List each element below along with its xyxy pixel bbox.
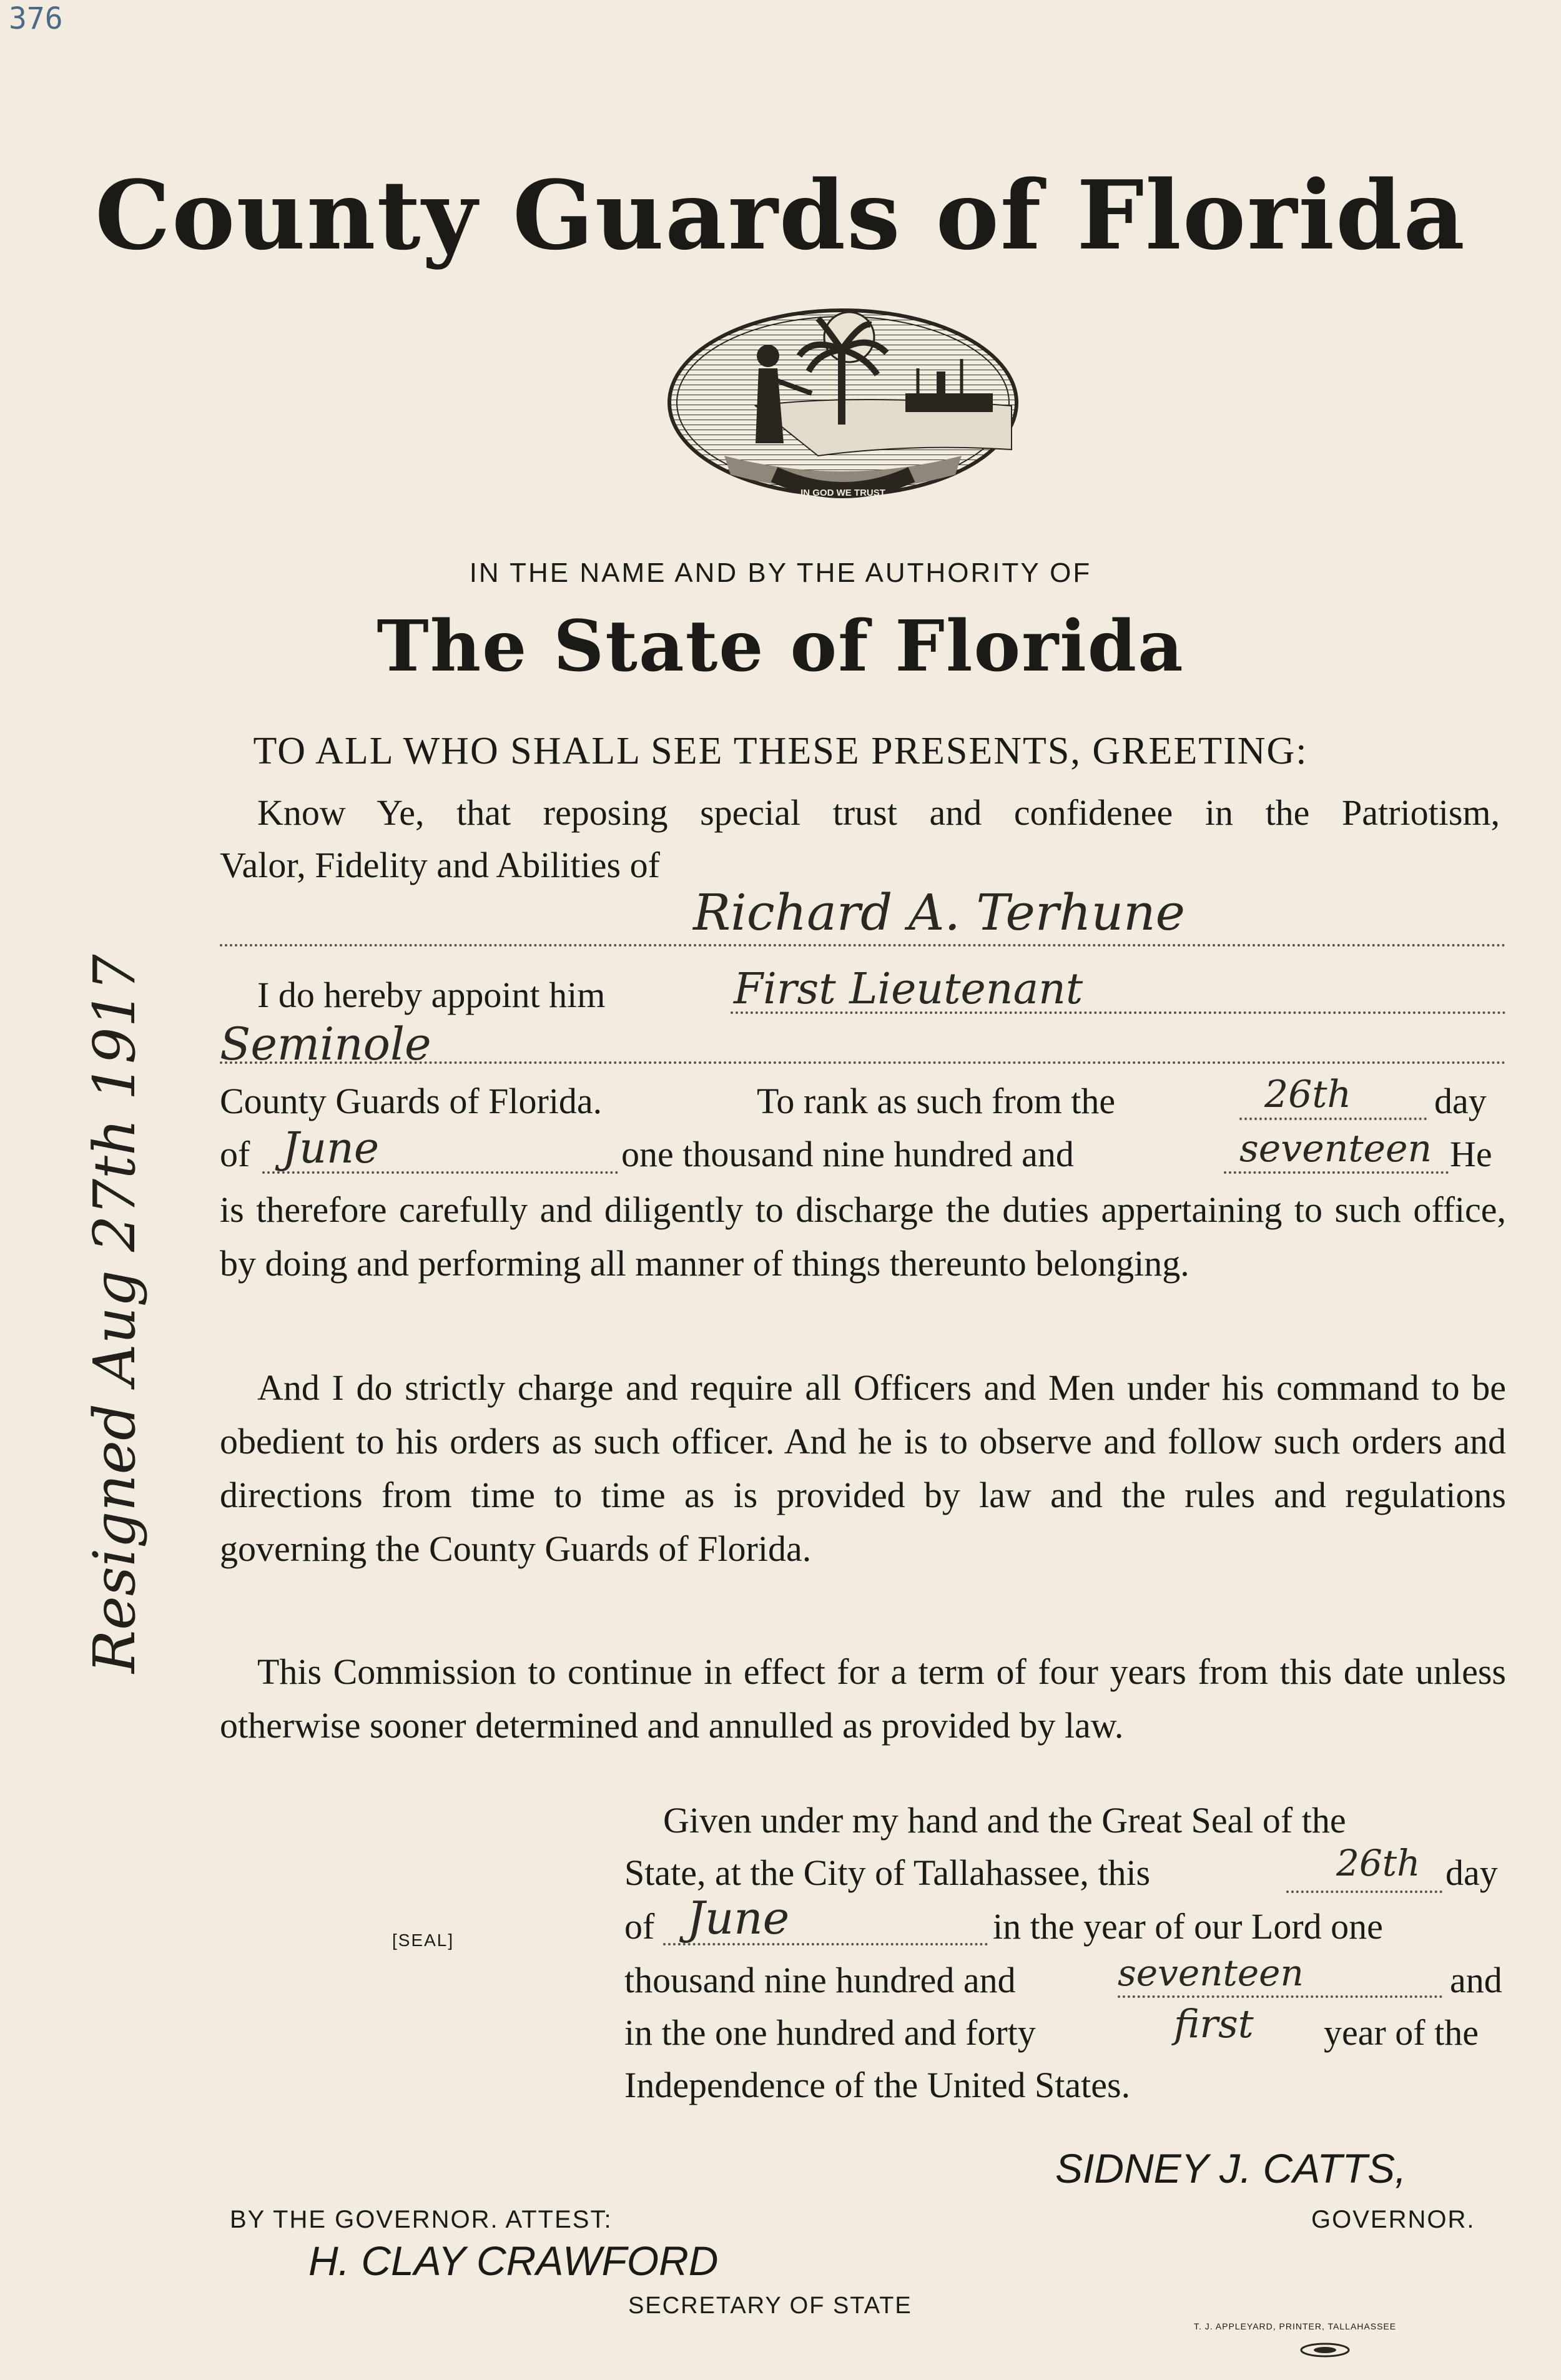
- given-line2b: day: [1445, 1852, 1498, 1893]
- given-line2a: State, at the City of Tallahassee, this: [624, 1852, 1151, 1893]
- para1-line5b: To rank as such from the: [757, 1081, 1116, 1121]
- secretary-name: H. CLAY CRAWFORD: [308, 2238, 719, 2284]
- para3: This Commission to continue in effect for a term of four years from this date unless otherwise sooner determined and annulled as provided by law.: [220, 1651, 1506, 1746]
- union-label-icon: [1300, 2343, 1350, 2358]
- given-line4b: and: [1450, 1960, 1502, 2000]
- rank-day: 26th: [1264, 1073, 1352, 1116]
- secretary-title: SECRETARY OF STATE: [628, 2293, 912, 2319]
- document-title: County Guards of Florida: [95, 159, 1466, 271]
- rank-month: June: [282, 1124, 380, 1173]
- seal-motto: IN GOD WE TRUST: [800, 488, 885, 498]
- given-line3a: of: [624, 1906, 655, 1947]
- para2: And I do strictly charge and require all Officers and Men under his command to be obedient to his orders as such officer. And he is to observe and follow such orders and directions from time to time as is provided by law and the rules and regulations governing the County Guards of Florida.: [220, 1367, 1506, 1569]
- para1-line2: Valor, Fidelity and Abilities of: [220, 845, 660, 885]
- para1-line6c: He: [1450, 1134, 1492, 1174]
- given-year: seventeen: [1118, 1952, 1304, 1994]
- governor-name: SIDNEY J. CATTS,: [1055, 2145, 1407, 2191]
- given-ordinal: first: [1174, 2001, 1254, 2047]
- greeting: TO ALL WHO SHALL SEE THESE PRESENTS, GREETING:: [253, 730, 1308, 772]
- florida-seal-illustration: [662, 300, 1024, 512]
- para1-line5a: County Guards of Florida.: [220, 1081, 603, 1121]
- rank: First Lieutenant: [734, 965, 1083, 1014]
- rank-year: seventeen: [1239, 1127, 1432, 1171]
- attest-line: BY THE GOVERNOR. ATTEST:: [230, 2206, 613, 2233]
- page-number: 376: [9, 1, 63, 36]
- given-line5a: in the one hundred and forty: [624, 2012, 1036, 2053]
- printer-imprint: T. J. APPLEYARD, PRINTER, TALLAHASSEE: [1194, 2321, 1397, 2331]
- para1-line6b: one thousand nine hundred and: [621, 1134, 1074, 1174]
- para1-line5c: day: [1434, 1081, 1487, 1121]
- given-line5b: year of the: [1324, 2012, 1479, 2053]
- given-line3b: in the year of our Lord one: [993, 1906, 1383, 1947]
- state-title: The State of Florida: [377, 606, 1184, 687]
- appoint-text: I do hereby appoint him: [257, 975, 606, 1015]
- margin-note: Resigned Aug 27th 1917: [81, 954, 148, 1673]
- governor-title: GOVERNOR.: [1311, 2206, 1475, 2233]
- recipient-name: Richard A. Terhune: [693, 883, 1186, 942]
- given-day: 26th: [1336, 1842, 1421, 1884]
- given-line6: Independence of the United States.: [624, 2065, 1131, 2105]
- para1-line1: Know Ye, that reposing special trust and confidenee in the Patriotism,: [257, 792, 1500, 833]
- given-line4a: thousand nine hundred and: [624, 1960, 1016, 2000]
- given-line1: Given under my hand and the Great Seal of the: [663, 1800, 1346, 1841]
- para1-of: of: [220, 1134, 250, 1174]
- para1-rest: is therefore carefully and diligently to discharge the duties appertaining to such office, by doing and performing all manner of things thereunto belonging.: [220, 1189, 1506, 1284]
- seal-label: [SEAL]: [392, 1930, 455, 1950]
- authority-line: IN THE NAME AND BY THE AUTHORITY OF: [469, 558, 1092, 588]
- given-month: June: [687, 1892, 790, 1944]
- county: Seminole: [220, 1018, 431, 1070]
